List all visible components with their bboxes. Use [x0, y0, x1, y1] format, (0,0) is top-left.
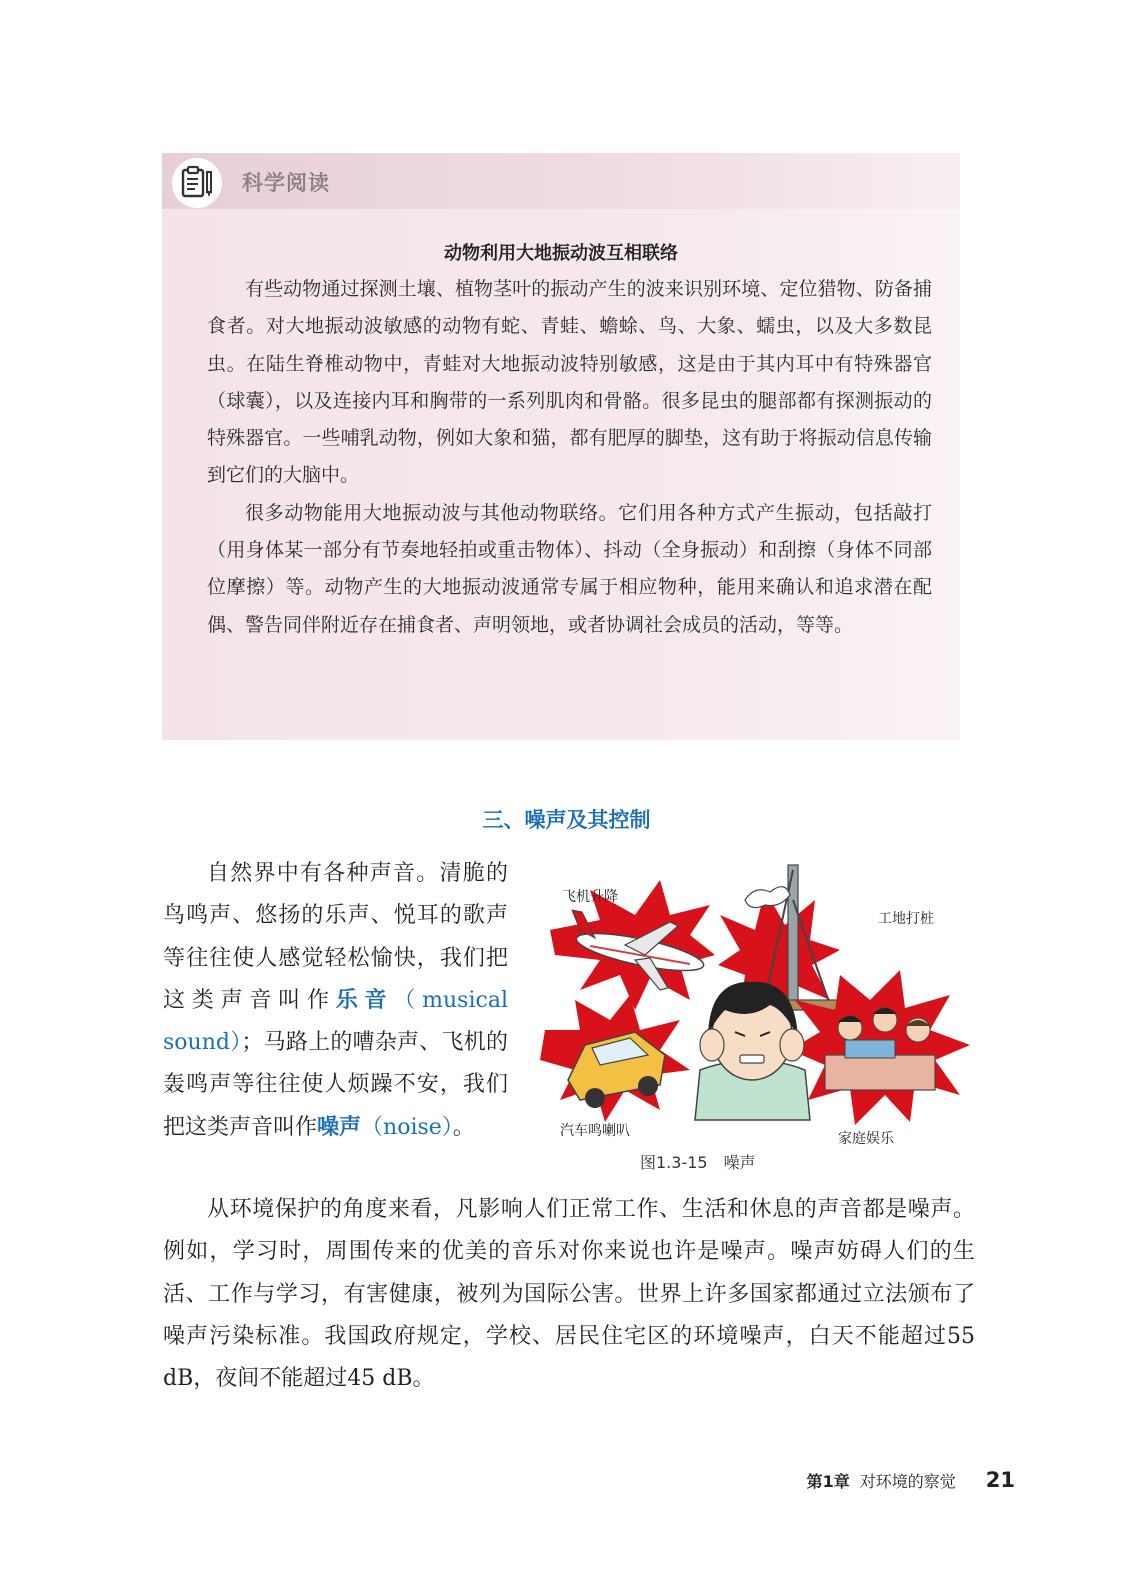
page-number: 21 [985, 1468, 1015, 1492]
clipboard-pencil-icon [172, 158, 222, 208]
figure-caption [640, 1150, 756, 1173]
reading-text [207, 271, 932, 644]
figure-number: 图1.3-15 [640, 1153, 708, 1172]
reading-paragraph: 很多动物能用大地振动波与其他动物联络。它们用各种方式产生振动，包括敲打（用身体某一部分有节奏地轻拍或重击物体）、抖动（全身振动）和刮擦（身体不同部位摩擦）等。动物产生的大地振动波通常专属于相应物种，能用来确认和追求潜在配偶、警告同伴附近存在捕食者、声明领地，或者协调社会成员的活动，等等。 [207, 501, 932, 636]
reading-label: 科学阅读 [242, 171, 330, 195]
intro-text-part: ；马路上的嘈杂声、飞机的轰鸣声等往往使人烦躁不安，我们把这类声音叫作 [163, 1030, 508, 1140]
label-car: 汽车鸣喇叭 [560, 1123, 630, 1139]
article-title: 动物利用大地振动波互相联络 [444, 243, 678, 264]
chapter-number: 第1章 [806, 1472, 850, 1491]
intro-text-part: 。 [452, 1114, 475, 1140]
figure-title: 噪声 [723, 1153, 756, 1172]
term-noise-en: （noise） [361, 1114, 453, 1140]
body-text [163, 1189, 975, 1400]
intro-text-part: 自然界中有各种声音。清脆的鸟鸣声、悠扬的乐声、悦耳的歌声等往往使人感觉轻松愉快，我们把这类声音叫作 [163, 861, 508, 1013]
intro-text [163, 853, 508, 1149]
page-footer [807, 1468, 1015, 1492]
label-construction: 工地打桩 [878, 911, 934, 927]
label-family: 家庭娱乐 [838, 1131, 894, 1147]
noise-illustration [540, 860, 980, 1150]
section-heading: 三、噪声及其控制 [482, 808, 651, 832]
label-airplane: 飞机升降 [562, 889, 618, 905]
chapter-title: 对环境的察觉 [859, 1472, 956, 1491]
reading-header [162, 153, 960, 209]
reading-paragraph: 有些动物通过探测土壤、植物茎叶的振动产生的波来识别环境、定位猎物、防备捕食者。对大地振动波敏感的动物有蛇、青蛙、蟾蜍、鸟、大象、蠕虫，以及大多数昆虫。在陆生脊椎动物中，青蛙对大地振动波特别敏感，这是由于其内耳中有特殊器官（球囊），以及连接内耳和胸带的一系列肌肉和骨骼。很多昆虫的腿部都有探测振动的特殊器官。一些哺乳动物，例如大象和猫，都有肥厚的脚垫，这有助于将振动信息传输到它们的大脑中。 [207, 278, 932, 487]
science-reading-box [162, 153, 960, 740]
term-noise: 噪声 [317, 1114, 362, 1140]
term-musical-sound-en: （musical sound） [163, 987, 508, 1056]
term-musical-sound: 乐音 [335, 987, 394, 1013]
body-paragraph: 从环境保护的角度来看，凡影响人们正常工作、生活和休息的声音都是噪声。例如，学习时，周围传来的优美的音乐对你来说也许是噪声。噪声妨碍人们的生活、工作与学习，有害健康，被列为国际公害。世界上许多国家都通过立法颁布了噪声污染标准。我国政府规定，学校、居民住宅区的环境噪声，白天不能超过55 dB，夜间不能超过45 dB。 [163, 1197, 975, 1392]
intro-paragraph [163, 853, 508, 1149]
